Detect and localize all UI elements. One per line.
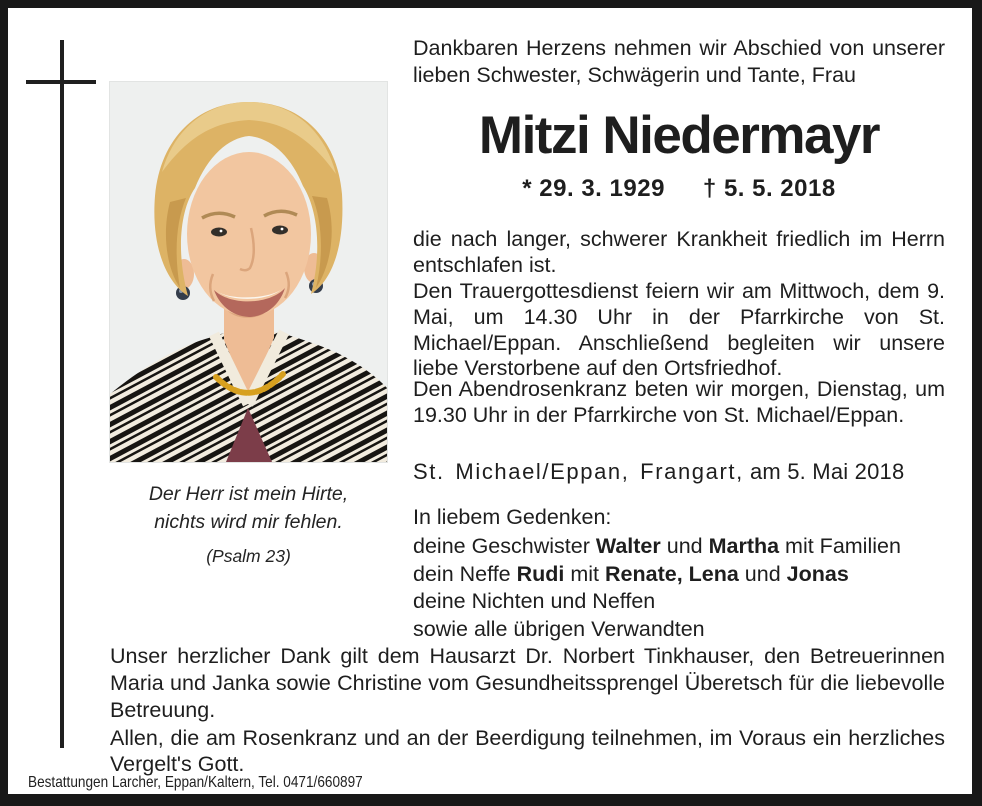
family-line: deine Nichten und Neffen	[413, 589, 656, 613]
birth-date: * 29. 3. 1929	[522, 175, 665, 202]
psalm-verse	[110, 480, 387, 570]
family-list	[413, 533, 945, 643]
cross-icon	[60, 40, 64, 748]
life-dates	[413, 175, 945, 203]
undertaker-credit: Bestattungen Larcher, Eppan/Kaltern, Tel. 0471/660897	[28, 774, 363, 791]
service-paragraph: Den Trauergottesdienst feiern wir am Mittwoch, dem 9. Mai, um 14.30 Uhr in der Pfarrkirche von St. Michael/Eppan. Anschließend begleiten wir unsere liebe Verstorbene auf den Ortsfriedhof.	[413, 279, 945, 381]
place-part: St. Michael/Eppan, Frangart,	[413, 459, 744, 484]
thanks-attendees-paragraph: Allen, die am Rosenkranz und an der Beerdigung teilnehmen, im Voraus ein herzliches Vergelt's Gott.	[110, 726, 945, 776]
family-line: dein Neffe Rudi mit Renate, Lena und Jonas	[413, 561, 849, 586]
death-date: † 5. 5. 2018	[702, 175, 836, 202]
cross-icon	[26, 80, 96, 84]
psalm-source: (Psalm 23)	[206, 546, 291, 566]
notice-column	[413, 35, 945, 655]
portrait-photo	[110, 82, 387, 462]
portrait-illustration	[110, 82, 387, 462]
date-part: am 5. Mai 2018	[749, 459, 905, 484]
psalm-line: Der Herr ist mein Hirte,	[148, 483, 349, 505]
intro-paragraph: Dankbaren Herzens nehmen wir Abschied von unserer lieben Schwester, Schwägerin und Tante, Frau	[413, 36, 945, 87]
thanks-doctor-paragraph: Unser herzlicher Dank gilt dem Hausarzt Dr. Norbert Tinkhauser, den Betreuerinnen Maria und Janka sowie Christine vom Gesundheitssprengel Überetsch für die liebevolle Betreuung.	[110, 644, 945, 722]
gedenken-heading: In liebem Gedenken:	[413, 505, 612, 529]
family-line: deine Geschwister Walter und Martha mit Familien	[413, 534, 901, 558]
deceased-name: Mitzi Niedermayr	[478, 106, 880, 165]
death-paragraph: die nach langer, schwerer Krankheit friedlich im Herrn entschlafen ist.	[413, 227, 945, 277]
place-date-line	[413, 459, 945, 485]
rosary-paragraph: Den Abendrosenkranz beten wir morgen, Dienstag, um 19.30 Uhr in der Pfarrkirche von St. Michael/Eppan.	[413, 377, 945, 427]
family-line: sowie alle übrigen Verwandten	[413, 616, 705, 641]
psalm-line: nichts wird mir fehlen.	[154, 511, 343, 533]
